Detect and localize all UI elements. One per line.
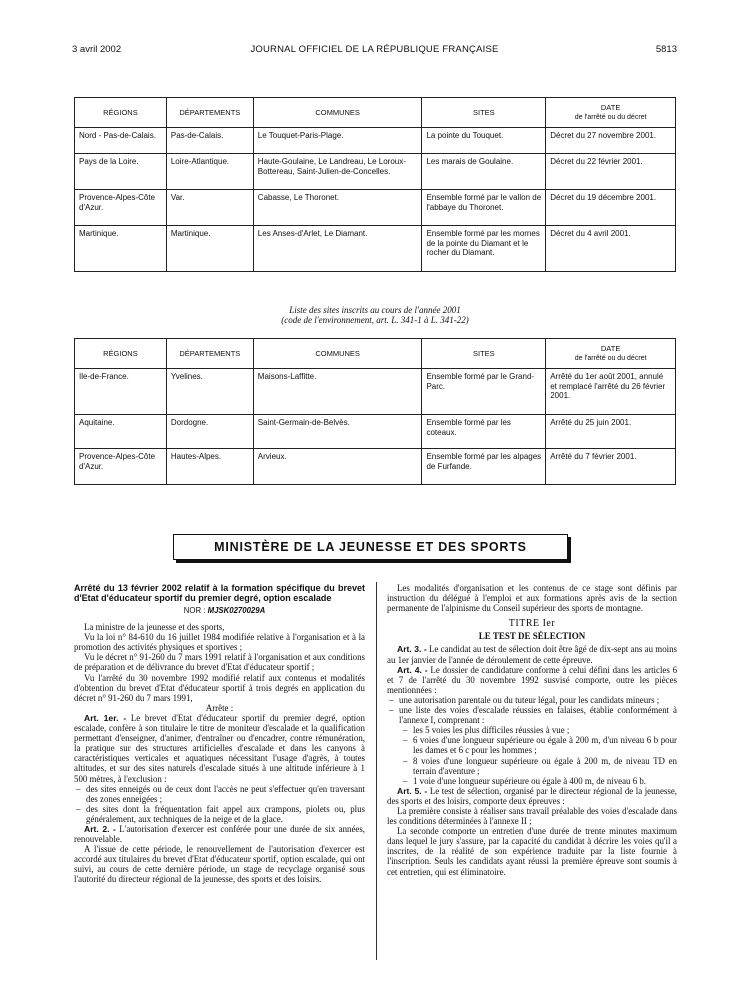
- inscribed-sites-table: [74, 338, 676, 485]
- col-header-sites: SITES: [422, 339, 546, 369]
- cell-departement: Hautes-Alpes.: [166, 449, 253, 485]
- cell-communes: Arvieux.: [253, 449, 422, 485]
- paragraph: A l'issue de cette période, le renouvellement de l'autorisation d'exercer est accordé aux titulaires du brevet d'Etat d'éducateur sportif, option escalade, qui ont suivi, au cours de cette dernière période, un stage de recyclage organisé sous l'autorité du directeur régional de la jeunesse, des sports et des loisirs.: [74, 844, 365, 885]
- article-label: Art. 2. -: [84, 823, 116, 834]
- article-2: [74, 824, 365, 844]
- caption-line-1: Liste des sites inscrits au cours de l'année 2001: [289, 305, 461, 315]
- cell-communes: Les Anses-d'Arlet, Le Diamant.: [253, 226, 422, 272]
- table-header-row: [75, 339, 676, 369]
- right-column: [387, 583, 677, 877]
- cell-site: Les marais de Goulaine.: [422, 154, 546, 190]
- paragraph: Vu le décret n° 91-260 du 7 mars 1991 relatif à l'organisation et aux conditions de préparation et de délivrance du brevet d'Etat d'éducateur sportif ;: [74, 652, 365, 673]
- col-header-date: [546, 98, 676, 128]
- cell-communes: Haute-Goulaine, Le Landreau, Le Loroux-Bottereau, Saint-Julien-de-Concelles.: [253, 154, 422, 190]
- table-row: [75, 128, 676, 154]
- date-header-sub: de l'arrêté ou du décret: [574, 354, 647, 362]
- article-label: Art. 1er. -: [84, 712, 127, 723]
- table-row: [75, 449, 676, 485]
- cell-date: Décret du 22 février 2001.: [546, 154, 676, 190]
- date-header-main: DATE: [600, 344, 621, 353]
- header-journal-title: JOURNAL OFFICIEL DE LA RÉPUBLIQUE FRANÇAISE: [250, 44, 499, 55]
- col-header-date: [546, 339, 676, 369]
- table-caption: [74, 305, 676, 325]
- cell-communes: Le Touquet-Paris-Plage.: [253, 128, 422, 154]
- classified-sites-table: [74, 97, 676, 272]
- article-text: Le dossier de candidature conforme à celui défini dans les articles 6 et 7 de l'arrêté du 30 novembre 1992 susvisé comporte, outre les pièces mentionnées :: [387, 664, 678, 695]
- article-text: Le candidat au test de sélection doit être âgé de dix-sept ans au moins au 1er janvier de l'année de déroulement de cette épreuve.: [387, 644, 677, 665]
- table-row: [75, 190, 676, 226]
- nor-reference: [74, 606, 365, 616]
- cell-region: Pays de la Loire.: [75, 154, 167, 190]
- cell-site: Ensemble formé par le vallon de l'abbaye du Thoronet.: [422, 190, 546, 226]
- paragraph: Vu l'arrêté du 30 novembre 1992 modifié relatif aux contenus et modalités d'obtention du brevet d'Etat d'éducateur sportif à trois degrés en application du décret n° 91-260 du 7 mars 1991,: [74, 672, 365, 703]
- article-label: Art. 4. -: [397, 664, 428, 675]
- article-text: L'autorisation d'exercer est conférée pour une durée de six années, renouvelable.: [74, 823, 366, 845]
- list-item: – des sites enneigés ou de ceux dont l'accès ne peut s'effectuer qu'en traversant des zones enneigées ;: [74, 784, 365, 804]
- table-row: [75, 226, 676, 272]
- titre-subheading: LE TEST DE SÉLECTION: [478, 631, 586, 642]
- cell-date: Arrêté du 7 février 2001.: [546, 449, 676, 485]
- cell-date: Arrêté du 1er août 2001, annulé et remplacé l'arrêté du 26 février 2001.: [546, 369, 676, 415]
- col-header-departements: DÉPARTEMENTS: [166, 98, 253, 128]
- table-row: [75, 415, 676, 449]
- cell-departement: Martinique.: [166, 226, 253, 272]
- left-column: [74, 583, 365, 885]
- ministry-heading: MINISTÈRE DE LA JEUNESSE ET DES SPORTS: [173, 534, 568, 560]
- article-1: [74, 713, 365, 784]
- nor-code: MJSK0270029A: [207, 606, 266, 615]
- cell-communes: Saint-Germain-de-Belvès.: [253, 415, 422, 449]
- cell-departement: Loire-Atlantique.: [166, 154, 253, 190]
- sub-list-item: – 8 voies d'une longueur supérieure ou égale à 200 m, de niveau TD en terrain d'aventure ;: [387, 756, 677, 776]
- table-row: [75, 369, 676, 415]
- nor-label: NOR :: [183, 606, 206, 615]
- cell-communes: Maisons-Laffitte.: [253, 369, 422, 415]
- article-label: Art. 5. -: [397, 785, 428, 796]
- article-text: Le test de sélection, organisé par le directeur régional de la jeunesse, des sports et des loisirs, comporte deux épreuves :: [387, 785, 678, 806]
- table-header-row: [75, 98, 676, 128]
- cell-site: Ensemble formé par les alpages de Furfande.: [422, 449, 546, 485]
- table-row: [75, 154, 676, 190]
- date-header-main: DATE: [600, 103, 621, 112]
- list-item: – une liste des voies d'escalade réussies en falaises, établie conformément à l'annexe I, comprenant :: [387, 705, 677, 725]
- header-date: 3 avril 2002: [72, 44, 122, 55]
- article-3: [387, 644, 677, 664]
- cell-region: Ile-de-France.: [75, 369, 167, 415]
- col-header-communes: COMMUNES: [253, 98, 422, 128]
- article-4: [387, 665, 677, 695]
- cell-date: Décret du 19 décembre 2001.: [546, 190, 676, 226]
- col-header-departements: DÉPARTEMENTS: [166, 339, 253, 369]
- list-item: – une autorisation parentale ou du tuteur légal, pour les candidats mineurs ;: [387, 695, 677, 705]
- cell-date: Arrêté du 25 juin 2001.: [546, 415, 676, 449]
- cell-departement: Yvelines.: [166, 369, 253, 415]
- col-header-regions: RÉGIONS: [75, 339, 167, 369]
- article-label: Art. 3. -: [397, 644, 427, 655]
- cell-site: Ensemble formé par les coteaux.: [422, 415, 546, 449]
- column-divider: [376, 582, 377, 960]
- sub-list-item: – 1 voie d'une longueur supérieure ou égale à 400 m, de niveau 6 b.: [387, 776, 677, 786]
- sub-list-item: – les 5 voies les plus difficiles réussies à vue ;: [387, 725, 677, 735]
- paragraph: La seconde comporte un entretien d'une durée de trente minutes maximum dans lequel le jury s'assure, par la capacité du candidat à décrire les voies qu'il a inscrites, de la réalité de son expérience traduite par la liste fournie à l'inscription. Seuls les candidats ayant réussi la première épreuve sont soumis à cet entretien, qui est éliminatoire.: [387, 826, 677, 877]
- list-item: – des sites dont la fréquentation fait appel aux crampons, piolets ou, plus généralement, aux techniques de la neige et de la glace.: [74, 804, 365, 824]
- titre-heading: TITRE Ier: [508, 618, 556, 630]
- cell-region: Martinique.: [75, 226, 167, 272]
- date-header-sub: de l'arrêté ou du décret: [574, 113, 647, 121]
- decree-title: Arrêté du 13 février 2002 relatif à la formation spécifique du brevet d'Etat d'éducateur sportif du premier degré, option escalade: [74, 583, 365, 603]
- caption-line-2: (code de l'environnement, art. L. 341-1 à L. 341-22): [281, 315, 469, 325]
- cell-date: Décret du 27 novembre 2001.: [546, 128, 676, 154]
- paragraph: Vu la loi n° 84-610 du 16 juillet 1984 modifiée relative à l'organisation et à la promotion des activités physiques et sportives ;: [74, 632, 365, 653]
- cell-departement: Dordogne.: [166, 415, 253, 449]
- cell-region: Provence-Alpes-Côte d'Azur.: [75, 190, 167, 226]
- paragraph: Les modalités d'organisation et les contenus de ce stage sont définis par instruction du délégué à l'emploi et aux formations après avis de la section permanente de l'alpinisme du Conseil supérieur des sports de montagne.: [387, 583, 677, 614]
- article-5: [387, 786, 677, 806]
- cell-region: Aquitaine.: [75, 415, 167, 449]
- page-header: [72, 44, 677, 58]
- cell-departement: Pas-de-Calais.: [166, 128, 253, 154]
- sub-list-item: – 6 voies d'une longueur supérieure ou égale à 200 m, d'un niveau 6 b pour les dames et 6 c pour les hommes ;: [387, 735, 677, 755]
- col-header-regions: RÉGIONS: [75, 98, 167, 128]
- header-page-number: 5813: [655, 44, 677, 55]
- arrete-heading: Arrête :: [205, 702, 234, 713]
- article-text: Le brevet d'Etat d'éducateur sportif du premier degré, option escalade, confère à son titulaire le titre de moniteur d'escalade et la qualification permettant d'enseigner, d'animer, d'entraîner ou d'encadrer, contre rémunération, la pratique sur des structures artificielles d'escalade et dans les canyons à caractéristiques verticales et aquatiques nécessitant l'usage d'agrès, à toutes altitudes, et sur des sites naturels d'escalade situés à une altitude inférieure à 1 500 mètres, à l'exclusion :: [74, 712, 365, 784]
- cell-date: Décret du 4 avril 2001.: [546, 226, 676, 272]
- cell-region: Provence-Alpes-Côte d'Azur.: [75, 449, 167, 485]
- cell-region: Nord - Pas-de-Calais.: [75, 128, 167, 154]
- cell-site: Ensemble formé par le Grand-Parc.: [422, 369, 546, 415]
- col-header-communes: COMMUNES: [253, 339, 422, 369]
- paragraph: La ministre de la jeunesse et des sports,: [84, 622, 225, 633]
- col-header-sites: SITES: [422, 98, 546, 128]
- cell-communes: Cabasse, Le Thoronet.: [253, 190, 422, 226]
- cell-site: Ensemble formé par les mornes de la pointe du Diamant et le rocher du Diamant.: [422, 226, 546, 272]
- cell-departement: Var.: [166, 190, 253, 226]
- cell-site: La pointe du Touquet.: [422, 128, 546, 154]
- paragraph: La première consiste à réaliser sans travail préalable des voies d'escalade dans les conditions déterminées à l'annexe II ;: [387, 805, 677, 827]
